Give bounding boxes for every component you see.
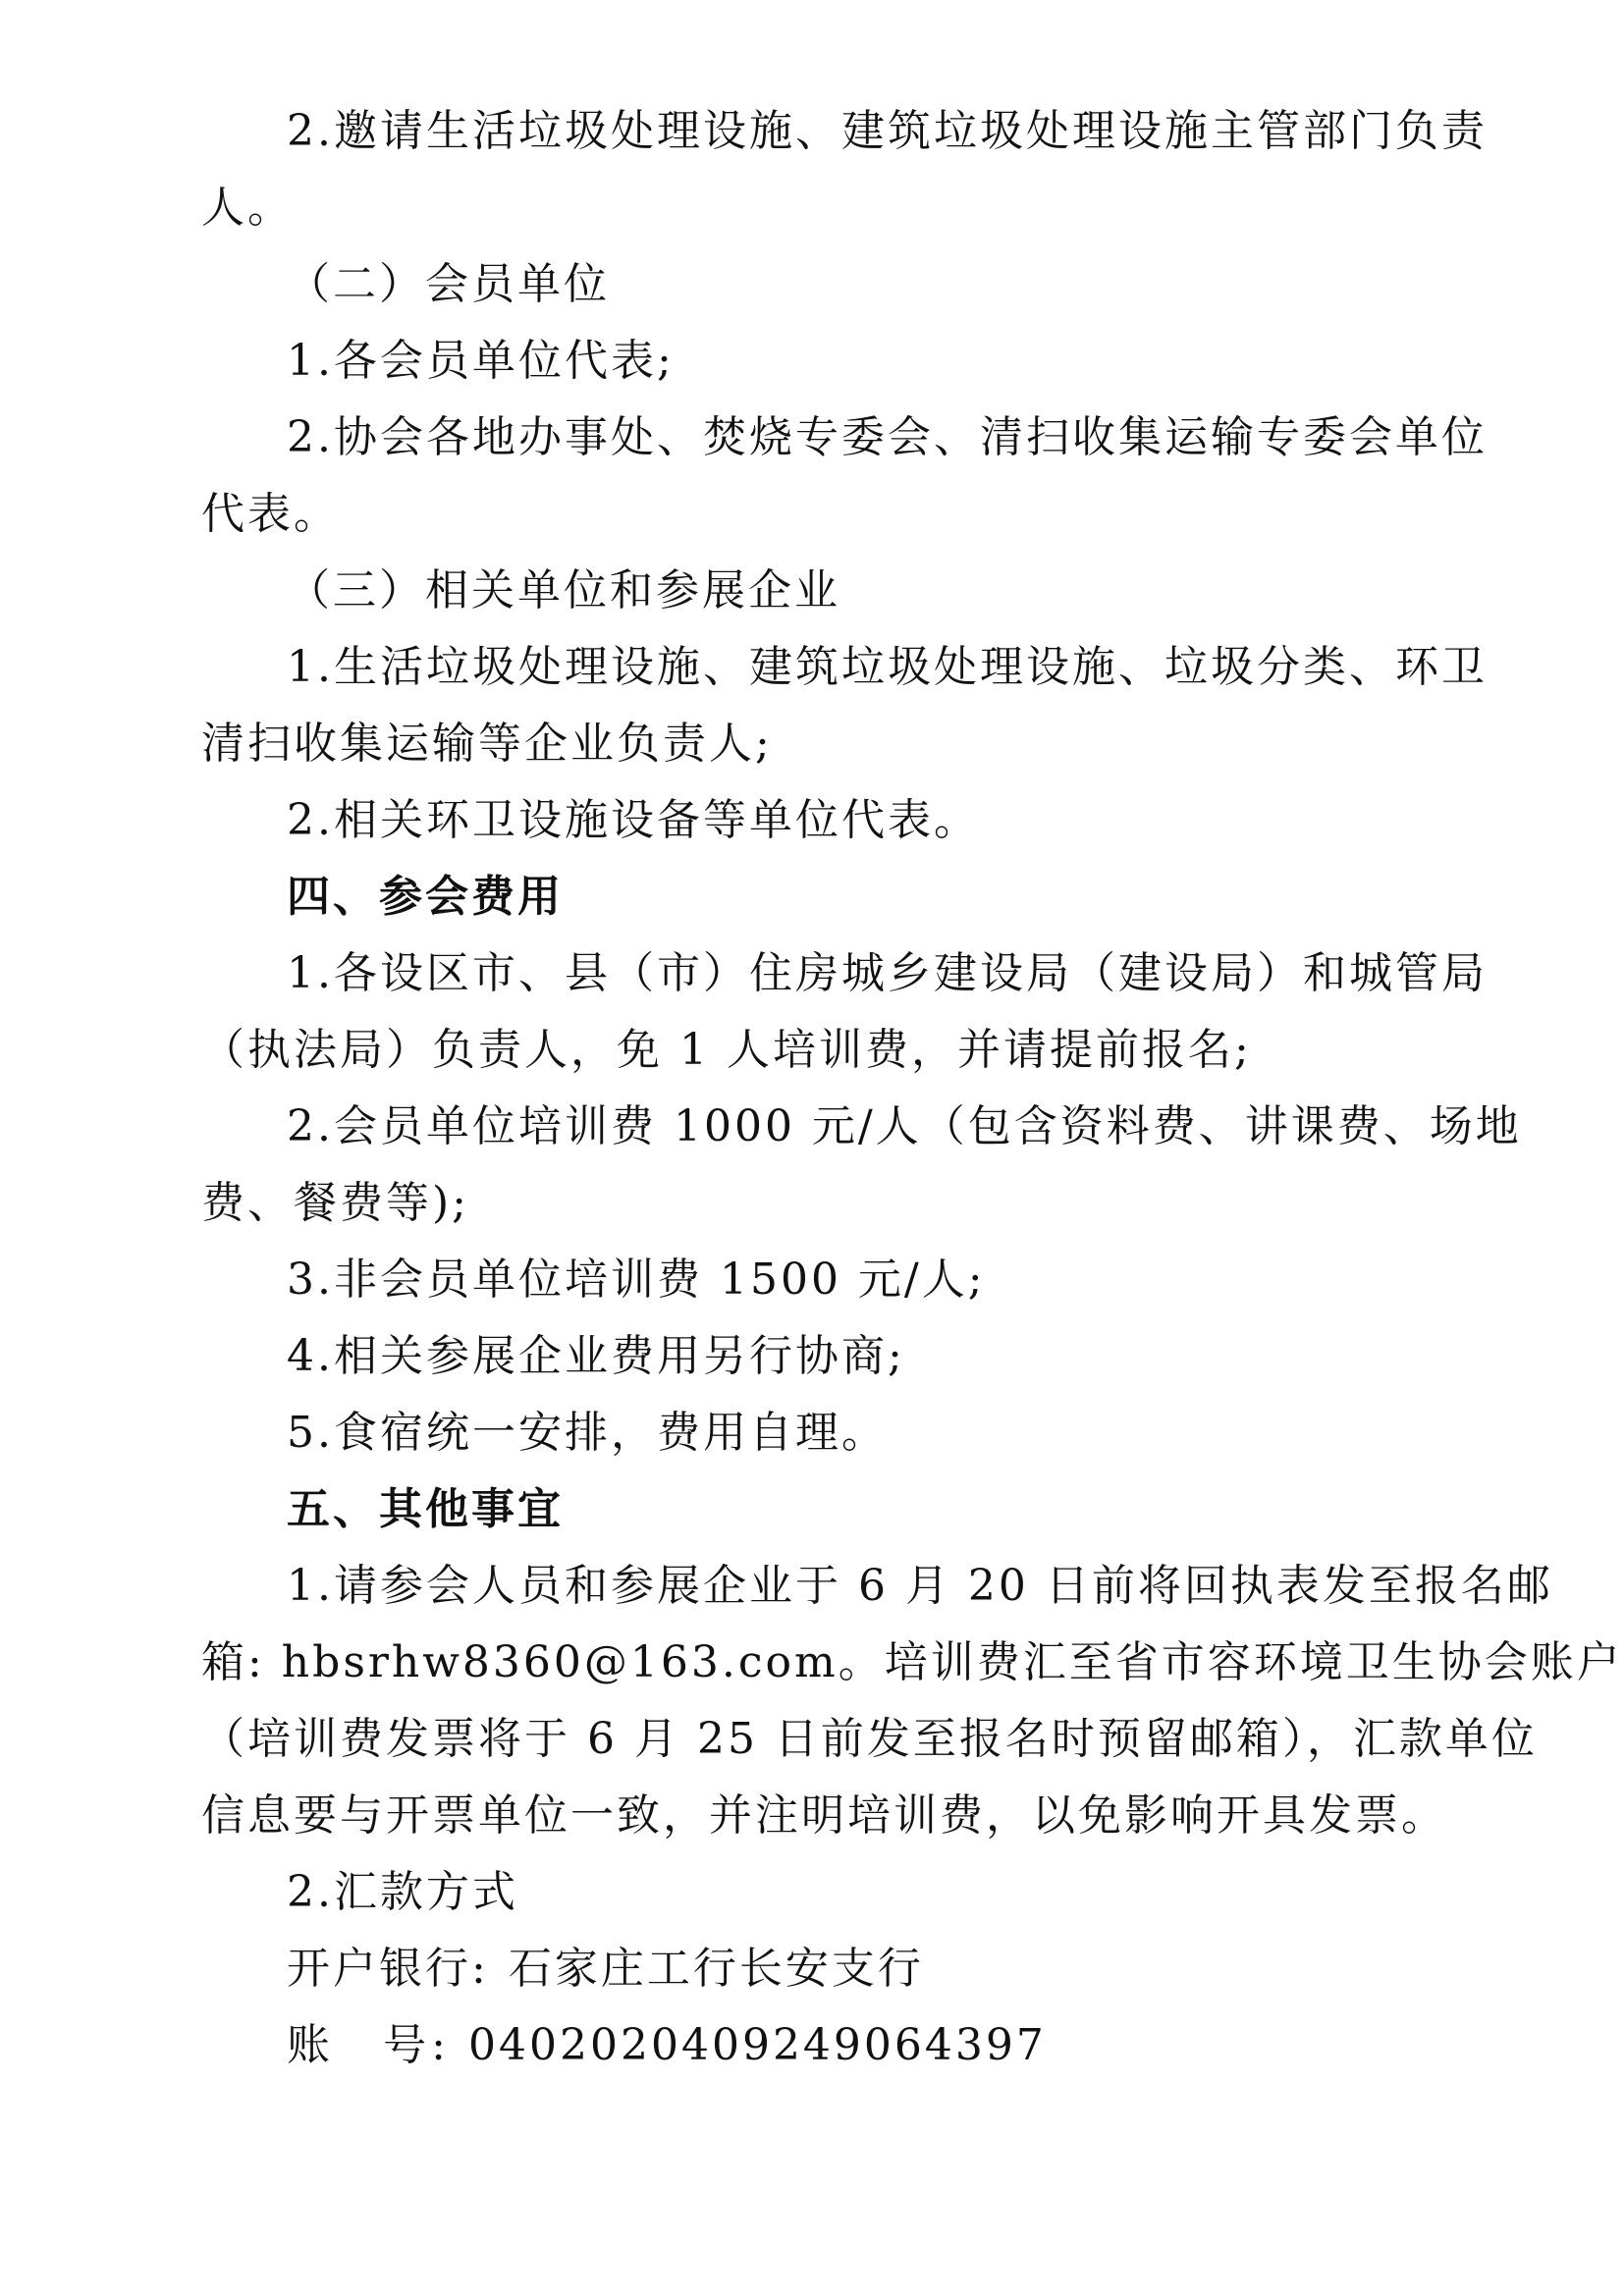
subsection-heading: （二）会员单位 [287,259,610,309]
paragraph-line: （执法局）负责人，免 1 人培训费，并请提前报名; [201,1025,1252,1075]
paragraph-line: 箱: hbsrhw8360@163.com。培训费汇至省市容环境卫生协会账户 [201,1637,1623,1687]
subsection-heading: （三）相关单位和参展企业 [287,565,840,615]
paragraph-line: 清扫收集运输等企业负责人; [201,719,773,769]
paragraph-line: 1.各设区市、县（市）住房城乡建设局（建设局）和城管局 [287,948,1488,998]
list-item: 2.汇款方式 [287,1867,518,1917]
paragraph-line: 1.生活垃圾处理设施、建筑垃圾处理设施、垃圾分类、环卫 [287,642,1488,692]
section-heading: 四、参会费用 [287,872,564,922]
paragraph-line: 2.协会各地办事处、焚烧专委会、清扫收集运输专委会单位 [287,412,1488,462]
paragraph-line: 信息要与开票单位一致，并注明培训费，以免影响开具发票。 [201,1790,1447,1841]
account-info-row [287,2020,1047,2070]
paragraph-line: 1.请参会人员和参展企业于 6 月 20 日前将回执表发至报名邮 [287,1561,1553,1611]
paragraph-line: 费、餐费等); [201,1178,469,1228]
bank-info-row [287,1944,924,1994]
list-item: 1.各会员单位代表; [287,336,675,386]
account-label: 账 号: [287,2020,449,2070]
list-item: 2.相关环卫设施设备等单位代表。 [287,795,980,845]
account-value: 0402020409249064397 [468,2020,1047,2070]
list-item: 4.相关参展企业费用另行协商; [287,1331,905,1381]
paragraph-line: （培训费发票将于 6 月 25 日前发至报名时预留邮箱），汇款单位 [201,1714,1538,1764]
bank-label: 开户银行: [287,1944,489,1994]
paragraph-line: 2.邀请生活垃圾处理设施、建筑垃圾处理设施主管部门负责 [287,106,1488,156]
list-item: 5.食宿统一安排，费用自理。 [287,1408,888,1458]
paragraph-line: 2.会员单位培训费 1000 元/人（包含资料费、讲课费、场地 [287,1101,1522,1151]
bank-value: 石家庄工行长安支行 [508,1944,924,1994]
list-item: 3.非会员单位培训费 1500 元/人; [287,1255,986,1305]
section-heading: 五、其他事宜 [287,1484,564,1534]
paragraph-line: 人。 [201,183,294,233]
paragraph-line: 代表。 [201,489,340,539]
